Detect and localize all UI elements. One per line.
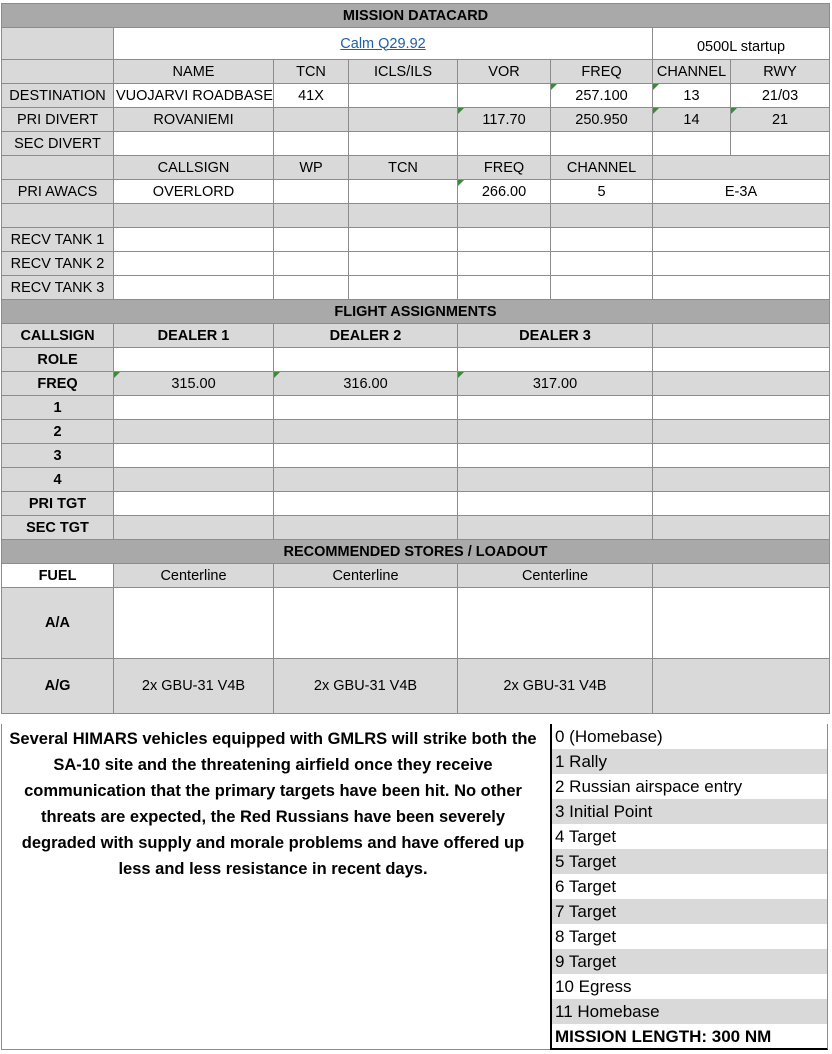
- airfield-channel[interactable]: [653, 132, 731, 156]
- col-header-rwy: RWY: [731, 60, 830, 84]
- col-header-freq: FREQ: [458, 156, 551, 180]
- startup-time: 0500L startup: [653, 28, 830, 60]
- flight-callsign[interactable]: DEALER 3: [458, 324, 653, 348]
- tanker-row: [2, 252, 830, 276]
- pri-tgt-label: PRI TGT: [2, 492, 114, 516]
- waypoint-item[interactable]: 2 Russian airspace entry: [555, 777, 743, 796]
- fuel-value[interactable]: Centerline: [274, 564, 458, 588]
- callsign-label: CALLSIGN: [2, 324, 114, 348]
- tanker-row: [2, 276, 830, 300]
- sec-tgt-label: SEC TGT: [2, 516, 114, 540]
- briefing-border-bottom: [1, 1049, 550, 1050]
- col-header-callsign: CALLSIGN: [114, 156, 274, 180]
- flight-slot-row: [2, 396, 830, 420]
- awacs-tcn[interactable]: [349, 180, 458, 204]
- flight-freq[interactable]: 316.00: [274, 372, 458, 396]
- awacs-type[interactable]: E-3A: [653, 180, 830, 204]
- pri-tgt-row: [2, 492, 830, 516]
- sec-tgt-row: [2, 516, 830, 540]
- airfield-freq[interactable]: [551, 132, 653, 156]
- mission-length: MISSION LENGTH: 300 NM: [555, 1027, 772, 1046]
- flight-freq[interactable]: 317.00: [458, 372, 653, 396]
- col-header-channel: CHANNEL: [653, 60, 731, 84]
- flight-role-row: [2, 348, 830, 372]
- mission-briefing-text: Several HIMARS vehicles equipped with GMLRS will strike both the SA-10 site and the threatening airfield once they receive communication that the primary targets have been hit. No other threats are expected, the Red Russians have been severely degraded with supply and morale problems and have offered up less and less resistance in recent days.: [9, 730, 537, 878]
- waypoint-item[interactable]: 5 Target: [552, 849, 827, 874]
- weather-link[interactable]: Calm Q29.92: [340, 35, 426, 52]
- airfield-tcn[interactable]: 41X: [274, 84, 349, 108]
- ag-value[interactable]: 2x GBU-31 V4B: [274, 659, 458, 714]
- fuel-label: FUEL: [2, 564, 114, 588]
- airfield-row-destination: [2, 84, 830, 108]
- airfield-vor[interactable]: [458, 84, 551, 108]
- slot-label: 2: [2, 420, 114, 444]
- briefing-border-left: [1, 724, 2, 1050]
- col-header-tcn: TCN: [349, 156, 458, 180]
- flight-slot-row: [2, 420, 830, 444]
- row-label: DESTINATION: [2, 84, 114, 108]
- airfield-freq[interactable]: 257.100: [551, 84, 653, 108]
- waypoint-item[interactable]: 0 (Homebase): [555, 727, 663, 746]
- waypoint-item[interactable]: 6 Target: [555, 877, 617, 896]
- awacs-callsign[interactable]: OVERLORD: [114, 180, 274, 204]
- support-header-row: [2, 156, 830, 180]
- row-label: PRI DIVERT: [2, 108, 114, 132]
- awacs-freq[interactable]: 266.00: [458, 180, 551, 204]
- ag-row: [2, 659, 830, 714]
- mission-datacard: [1, 3, 830, 714]
- col-header-freq: FREQ: [551, 60, 653, 84]
- awacs-channel[interactable]: 5: [551, 180, 653, 204]
- ag-value[interactable]: 2x GBU-31 V4B: [114, 659, 274, 714]
- flight-callsign[interactable]: DEALER 1: [114, 324, 274, 348]
- role-label: ROLE: [2, 348, 114, 372]
- waypoint-item[interactable]: 10 Egress: [555, 977, 632, 996]
- airfield-ils[interactable]: [349, 108, 458, 132]
- waypoint-item[interactable]: 7 Target: [552, 899, 827, 924]
- airfield-tcn[interactable]: [274, 108, 349, 132]
- airfield-channel[interactable]: 14: [653, 108, 731, 132]
- airfield-header-row: [2, 60, 830, 84]
- fuel-row: [2, 564, 830, 588]
- col-header-ils: ICLS/ILS: [349, 60, 458, 84]
- airfield-vor[interactable]: [458, 132, 551, 156]
- flight-slot-row: [2, 444, 830, 468]
- slot-label: 3: [2, 444, 114, 468]
- airfield-rwy[interactable]: 21: [731, 108, 830, 132]
- slot-label: 4: [2, 468, 114, 492]
- datacard-title: MISSION DATACARD: [2, 4, 830, 28]
- ag-label: A/G: [2, 659, 114, 714]
- row-label: RECV TANK 1: [2, 228, 114, 252]
- airfield-ils[interactable]: [349, 132, 458, 156]
- col-header-vor: VOR: [458, 60, 551, 84]
- airfield-ils[interactable]: [349, 84, 458, 108]
- col-header-channel: CHANNEL: [551, 156, 653, 180]
- flight-freq-row: [2, 372, 830, 396]
- airfield-freq[interactable]: 250.950: [551, 108, 653, 132]
- waypoint-item[interactable]: 11 Homebase: [552, 999, 827, 1024]
- col-header-tcn: TCN: [274, 60, 349, 84]
- waypoint-item[interactable]: 3 Initial Point: [552, 799, 827, 824]
- flight-callsign-row: [2, 324, 830, 348]
- aa-row: [2, 588, 830, 659]
- awacs-wp[interactable]: [274, 180, 349, 204]
- col-header-name: NAME: [114, 60, 274, 84]
- waypoint-item[interactable]: 9 Target: [552, 949, 827, 974]
- airfield-row-pri-divert: [2, 108, 830, 132]
- fuel-value[interactable]: Centerline: [114, 564, 274, 588]
- flight-assignments-title: FLIGHT ASSIGNMENTS: [2, 300, 830, 324]
- airfield-vor[interactable]: 117.70: [458, 108, 551, 132]
- airfield-row-sec-divert: [2, 132, 830, 156]
- support-blank-row: [2, 204, 830, 228]
- airfield-rwy[interactable]: 21/03: [731, 84, 830, 108]
- fuel-value[interactable]: Centerline: [458, 564, 653, 588]
- weather-blank-cell: [2, 28, 114, 60]
- row-label: PRI AWACS: [2, 180, 114, 204]
- flight-slot-row: [2, 468, 830, 492]
- waypoint-list: [550, 724, 828, 1050]
- waypoint-item[interactable]: 4 Target: [555, 827, 617, 846]
- stores-title: RECOMMENDED STORES / LOADOUT: [2, 540, 830, 564]
- col-header-wp: WP: [274, 156, 349, 180]
- airfield-channel[interactable]: 13: [653, 84, 731, 108]
- airfield-tcn[interactable]: [274, 132, 349, 156]
- ag-value[interactable]: 2x GBU-31 V4B: [458, 659, 653, 714]
- awacs-row: [2, 180, 830, 204]
- tanker-row: [2, 228, 830, 252]
- airfield-name[interactable]: ROVANIEMI: [114, 108, 274, 132]
- airfield-name[interactable]: [114, 132, 274, 156]
- row-label: SEC DIVERT: [2, 132, 114, 156]
- airfield-rwy[interactable]: [731, 132, 830, 156]
- weather-cell: [114, 28, 653, 60]
- row-label: RECV TANK 3: [2, 276, 114, 300]
- waypoint-item[interactable]: 1 Rally: [552, 749, 827, 774]
- flight-freq[interactable]: 315.00: [114, 372, 274, 396]
- airfield-name[interactable]: VUOJARVI ROADBASE: [114, 84, 274, 108]
- aa-label: A/A: [2, 588, 114, 659]
- row-label: RECV TANK 2: [2, 252, 114, 276]
- slot-label: 1: [2, 396, 114, 420]
- flight-callsign[interactable]: DEALER 2: [274, 324, 458, 348]
- freq-label: FREQ: [2, 372, 114, 396]
- waypoint-item[interactable]: 8 Target: [555, 927, 617, 946]
